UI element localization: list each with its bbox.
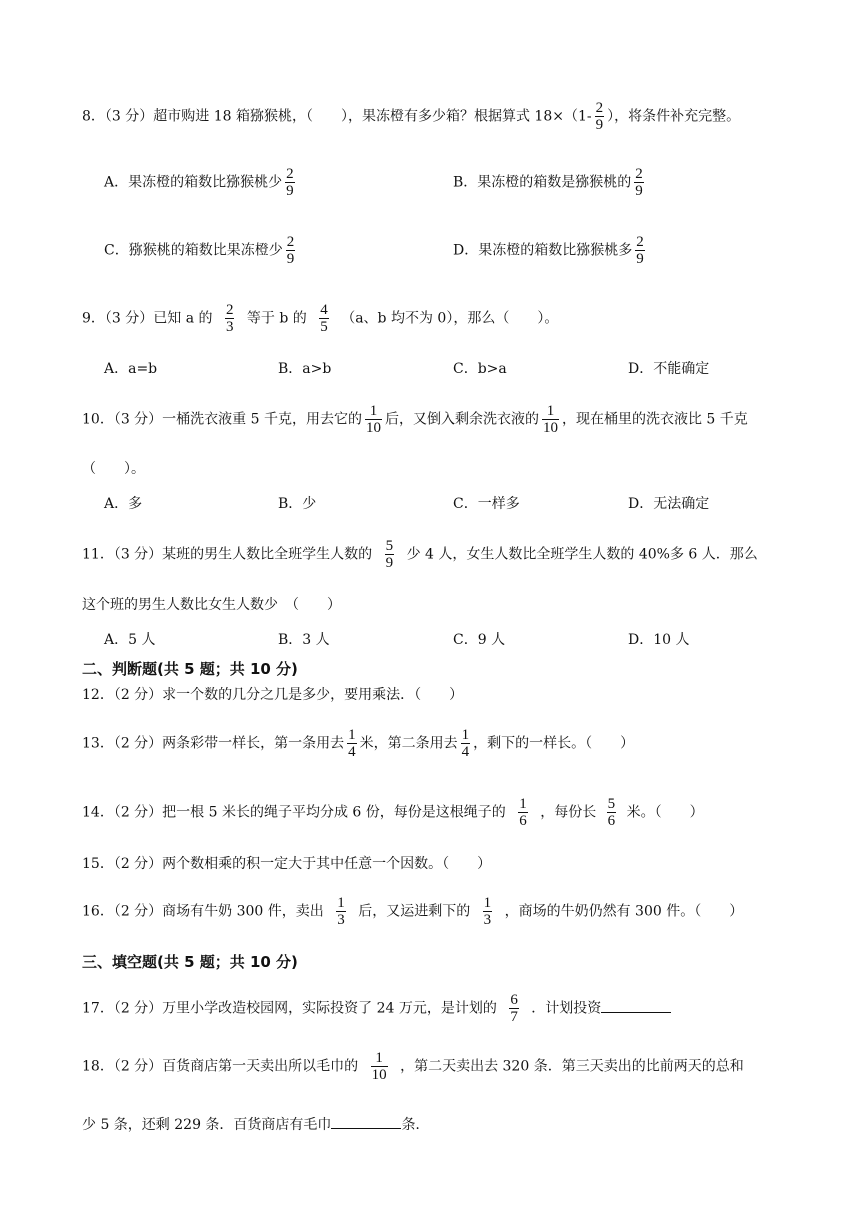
option-b[interactable]: B．3 人 — [278, 632, 330, 648]
question-8: 8．（3 分）超市购进 18 箱猕猴桃，（ ），果冻橙有多少箱？根据算式 18×（1- $\frac{2}{9}$ ），将条件补充完整。 — [82, 100, 741, 133]
option-a[interactable]: A．果冻橙的箱数比猕猴桃少 $\frac{2}{9}$ — [104, 166, 294, 199]
option-c[interactable]: C．一样多 — [453, 496, 520, 512]
question-11-continued: 这个班的男生人数比女生人数少 （ ） — [82, 597, 341, 613]
fraction: $\frac{1}{10}$ — [365, 403, 381, 436]
option-a[interactable]: A．多 — [104, 496, 143, 512]
fraction: $\frac{1}{3}$ — [483, 895, 492, 928]
option-b[interactable]: B．果冻橙的箱数是猕猴桃的 $\frac{2}{9}$ — [453, 166, 643, 199]
option-a[interactable]: A．a=b — [104, 361, 158, 377]
fraction: $\frac{4}{5}$ — [320, 302, 328, 335]
option-c[interactable]: C．9 人 — [453, 632, 506, 648]
option-a[interactable]: A．5 人 — [104, 632, 156, 648]
option-b[interactable]: B．少 — [278, 496, 317, 512]
fraction: $\frac{1}{4}$ — [348, 727, 356, 760]
fraction: $\frac{2}{9}$ — [595, 100, 604, 133]
fraction: $\frac{1}{3}$ — [337, 895, 345, 928]
fraction: $\frac{2}{9}$ — [636, 234, 644, 267]
question-18: 18．（2 分）百货商店第一天卖出所以毛巾的 $\frac{1}{10}$ ，第二天卖出去 320 条．第三天卖出的比前两天的总和 — [82, 1050, 744, 1083]
question-10-continued: （ ）。 — [82, 461, 145, 477]
option-c[interactable]: C．猕猴桃的箱数比果冻橙少 $\frac{2}{9}$ — [104, 234, 295, 267]
answer-blank[interactable] — [331, 1114, 401, 1129]
section-heading-fill-in: 三、填空题(共 5 题；共 10 分) — [82, 953, 298, 971]
question-17: 17．（2 分）万里小学改造校园网，实际投资了 24 万元，是计划的 $\frac{6}{7}$ ．计划投资 — [82, 992, 671, 1025]
fraction: $\frac{2}{9}$ — [635, 166, 643, 199]
fraction: $\frac{1}{4}$ — [461, 727, 470, 760]
option-b[interactable]: B．a>b — [278, 361, 332, 377]
question-10: 10．（3 分）一桶洗衣液重 5 千克，用去它的 $\frac{1}{10}$ 后，又倒入剩余洗衣液的 $\frac{1}{10}$ ，现在桶里的洗衣液比 5 千克 — [82, 403, 748, 436]
option-d[interactable]: D．不能确定 — [628, 361, 710, 377]
option-d[interactable]: D．10 人 — [628, 632, 690, 648]
fraction: $\frac{2}{3}$ — [225, 302, 234, 335]
question-18-continued: 少 5 条，还剩 229 条．百货商店有毛巾 条. — [82, 1114, 420, 1135]
fraction: $\frac{1}{6}$ — [519, 796, 527, 829]
question-16: 16．（2 分）商场有牛奶 300 件，卖出 $\frac{1}{3}$ 后，又运进剩下的 $\frac{1}{3}$ ，商场的牛奶仍然有 300 件。（ ） — [82, 895, 744, 928]
answer-blank[interactable] — [601, 998, 671, 1013]
fraction: $\frac{5}{6}$ — [607, 796, 616, 829]
fraction: $\frac{5}{9}$ — [385, 538, 394, 571]
fraction: $\frac{1}{10}$ — [542, 403, 558, 436]
option-c[interactable]: C．b>a — [453, 361, 507, 377]
fraction: $\frac{2}{9}$ — [286, 166, 294, 199]
section-heading-judgement: 二、判断题(共 5 题；共 10 分) — [82, 660, 298, 678]
question-13: 13．（2 分）两条彩带一样长，第一条用去 $\frac{1}{4}$ 米，第二条用去 $\frac{1}{4}$ ，剩下的一样长。（ ） — [82, 727, 635, 760]
question-11: 11．（3 分）某班的男生人数比全班学生人数的 $\frac{5}{9}$ 少 4 人，女生人数比全班学生人数的 40%多 6 人．那么 — [82, 538, 758, 571]
question-15: 15．（2 分）两个数相乘的积一定大于其中任意一个因数。（ ） — [82, 856, 492, 872]
fraction: $\frac{1}{10}$ — [371, 1050, 387, 1083]
question-8-text: 8．（3 分）超市购进 18 箱猕猴桃，（ ），果冻橙有多少箱？根据算式 18×（1- — [82, 108, 592, 125]
question-12: 12．（2 分）求一个数的几分之几是多少，要用乘法．（ ） — [82, 687, 464, 703]
fraction: $\frac{2}{9}$ — [286, 234, 295, 267]
question-9: 9．（3 分）已知 a 的 $\frac{2}{3}$ 等于 b 的 $\frac{4}{5}$ （a、b 均不为 0），那么（ ）。 — [82, 302, 559, 335]
question-14: 14．（2 分）把一根 5 米长的绳子平均分成 6 份，每份是这根绳子的 $\frac{1}{6}$ ，每份长 $\frac{5}{6}$ 米。（ ） — [82, 796, 704, 829]
fraction: $\frac{6}{7}$ — [510, 992, 518, 1025]
option-d[interactable]: D．无法确定 — [628, 496, 710, 512]
option-d[interactable]: D．果冻橙的箱数比猕猴桃多 $\frac{2}{9}$ — [453, 234, 644, 267]
